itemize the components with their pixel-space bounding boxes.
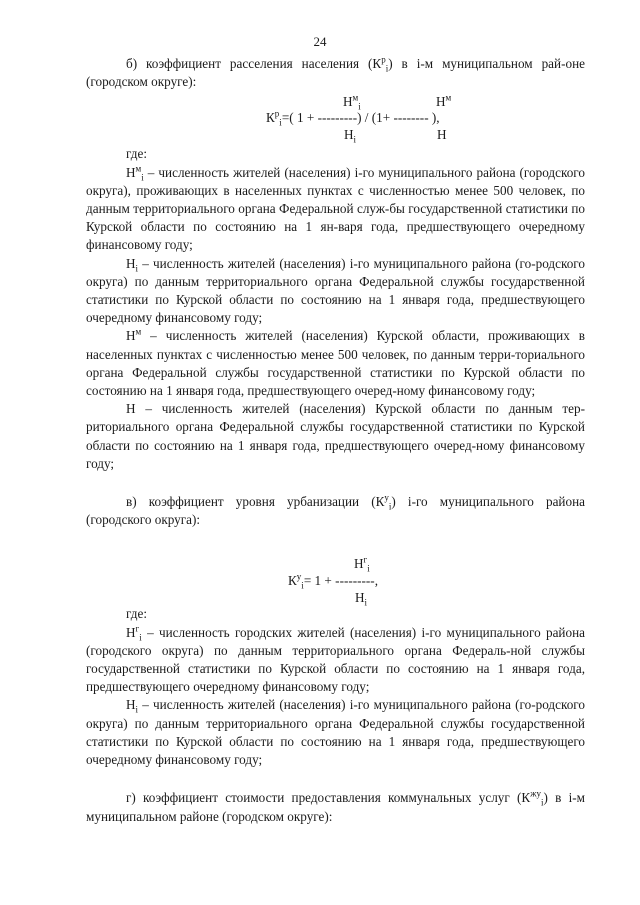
page-number: 24 [313, 34, 327, 49]
section-v-intro: в) коэффициент уровня урбанизации $(К^у_i)$ i-го муниципального района (городского округа): [86, 492, 585, 528]
section-g-intro: г) коэффициент стоимости предоставления коммунальных услуг $(К^{жу}_i)$ в i-м муниципальном районе (городском округе): [86, 788, 585, 824]
section-b-definition-4: Н – численность жителей (населения) Курской области по данным тер-риториального органа Федеральной службы государственной статистики по Курской области по состоянию на 1 января года, предшествующего очеред-ному финансовому году; [86, 401, 585, 471]
section-b-definition-1: $Н^м_i$ – численность жителей (населения) i-го муниципального района (городского округа), проживающих в населенных пунктах с численностью менее 500 человек, по данным территориального органа Федеральной служ-бы государственной статистики по Курской области по состоянию на 1 ян-варя года, предшествующего очередному финансовому году; [86, 163, 585, 253]
formula-b-main-line: $К^р_i=$( 1 + ---------) / (1+ -------- ), [266, 109, 440, 129]
section-b-definition-3: $Н^м$ – численность жителей (населения) Курской области, проживающих в населенных пунктах с численностью менее 500 человек, по данным терри-ториального органа Федеральной службы государственной статистики по Курской области по состоянию на 1 января года, предшествующего очеред-ному финансовому году; [86, 327, 585, 399]
section-v-where: где: [126, 606, 147, 622]
formula-b-denominator-1: $Н_i$ [344, 127, 357, 146]
section-v-definition-1: $Н^г_i$ – численность городских жителей (населения) i-го муниципального района (городского округа) по данным территориального органа Федераль-ной службы государственной статистики по Курской области по состоянию на 1 января года, предшествующего очередному финансовому году; [86, 623, 585, 695]
formula-b-numerator-1: $Н^м_i$ [343, 93, 361, 113]
formula-v-numerator: $Н^г_i$ [354, 555, 370, 575]
section-v-definition-2: $Н_i$ – численность жителей (населения) i-го муниципального района (го-родского округа) по данным территориального органа Федеральной службы государственной статистики по Курской области по состоянию на 1 января года, предшествующего очередному финансовому году; [86, 697, 585, 768]
formula-settlement-coefficient [86, 91, 585, 145]
section-b-intro: б) коэффициент расселения населения $(К^р_i)$ в i-м муниципальном рай-оне (городском округе): [86, 54, 585, 90]
formula-urbanization-coefficient [86, 555, 585, 609]
formula-v-main-line: $К^у_i= 1$ + ---------, [288, 572, 378, 592]
formula-v-denominator: $Н_i$ [355, 590, 368, 609]
section-b-where: где: [126, 146, 147, 162]
formula-b-denominator-2: Н [437, 127, 447, 143]
formula-b-numerator-2: $Н^м$ [436, 93, 452, 110]
document-body [86, 55, 585, 826]
section-b-definition-2: $Н_i$ – численность жителей (населения) i-го муниципального района (го-родского округа) по данным территориального органа Федеральной службы государственной статистики по Курской области по состоянию на 1 января года, предшествующего очередному финансовому году; [86, 255, 585, 326]
